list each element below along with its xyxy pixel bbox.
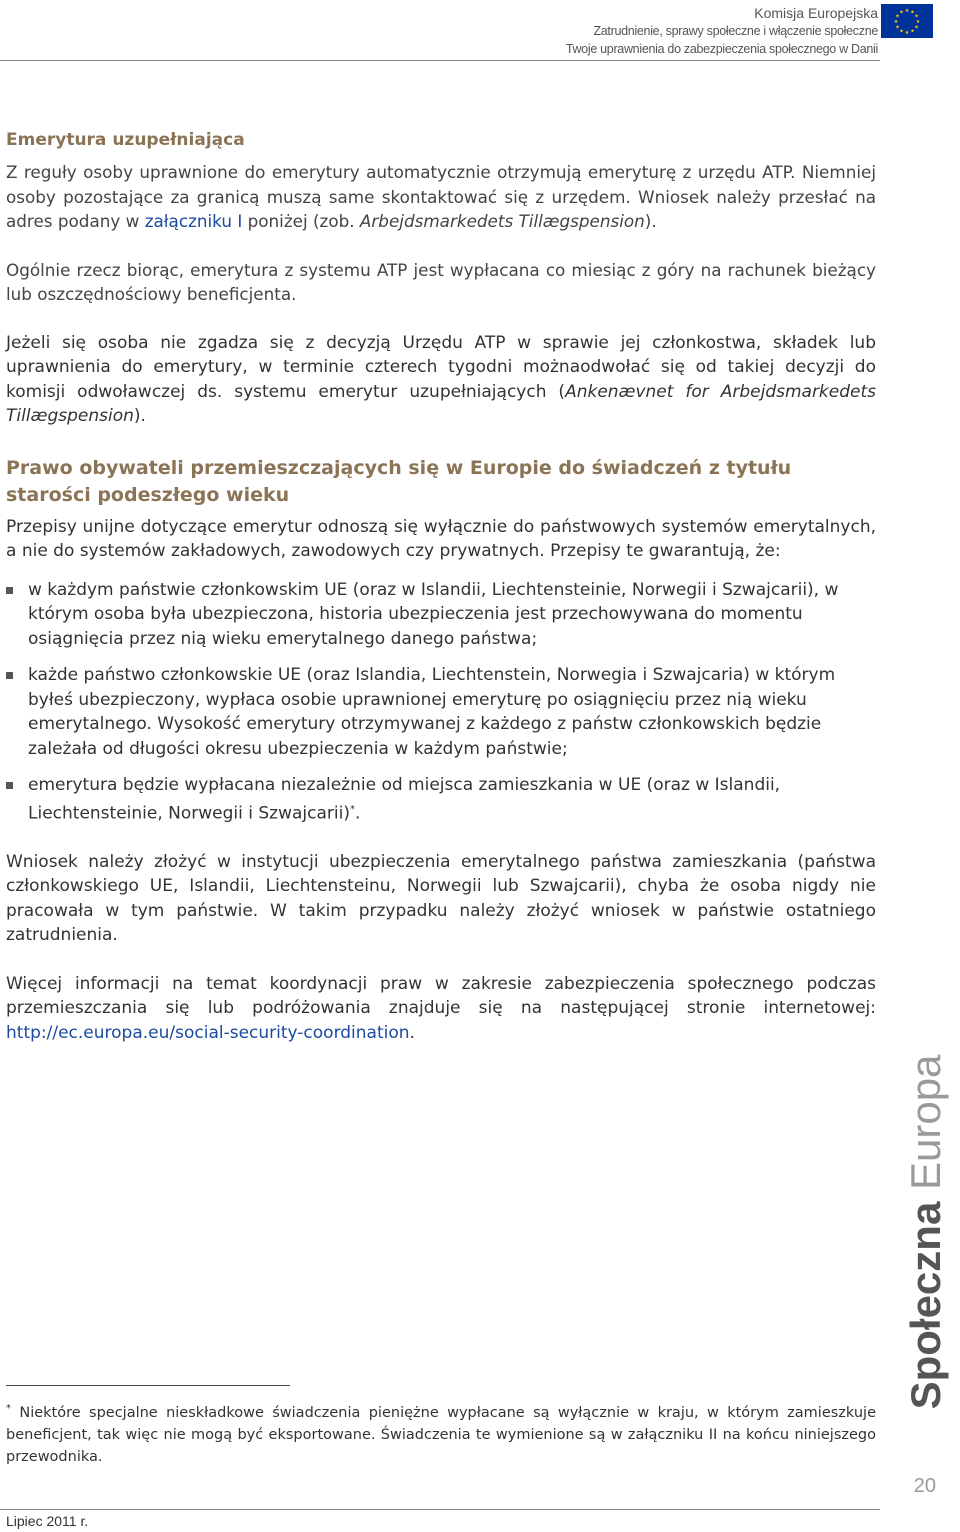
text-span: .	[409, 1022, 415, 1043]
svg-text:★: ★	[914, 13, 919, 20]
header-org: Komisja Europejska	[754, 5, 878, 21]
text-span: Więcej informacji na temat koordynacji praw w zakresie zabezpieczenia społecznego podczas przemieszczania się lub podróżowania znajduje się na następującej stronie internetowej:	[6, 973, 876, 1019]
svg-text:★: ★	[893, 19, 899, 25]
paragraph-atp-application	[6, 160, 876, 234]
annex-link[interactable]: załączniku I	[144, 211, 243, 231]
paragraph-eu-rules-intro: Przepisy unijne dotyczące emerytur odnoszą się wyłącznie do państwowych systemów emerytalnych, a nie do systemów zakładowych, zawodowych czy prywatnych. Przepisy te gwarantują, że:	[6, 516, 876, 561]
list-item-text: każde państwo członkowskie UE (oraz Islandia, Liechtenstein, Norwegia i Szwajcaria) w którym byłeś ubezpieczony, wypłaca osobie uprawnionej emeryturę po osiągnięciu przez nią wieku emerytalnego. Wysokość emerytury otrzymywanej z każdego z państw członkowskich będzie zależała od długości okresu ubezpieczenia w każdym państwie;	[28, 665, 836, 759]
paragraph-appeal	[6, 331, 876, 429]
list-item	[6, 773, 876, 826]
brand-word-1: Społeczna	[902, 1201, 949, 1410]
svg-text:★: ★	[915, 19, 921, 25]
footnote-text: Niektóre specjalne nieskładkowe świadczenia pieniężne wypłacane są wyłącznie w kraju, w którym zamieszkuje beneficjent, tak więc nie mogą być eksportowane. Świadczenia te wymienione są w załączniku II na końcu niniejszego przewodnika.	[6, 1404, 876, 1465]
page-header	[566, 4, 878, 58]
bullet-square-icon	[6, 672, 13, 679]
svg-text:★: ★	[910, 28, 915, 35]
paragraph-atp-payment: Ogólnie rzecz biorąc, emerytura z systemu ATP jest wypłacana co miesiąc z góry na rachunek bieżący lub oszczędnościowy beneficjenta.	[6, 259, 876, 304]
list-item	[6, 578, 876, 652]
text-span: ).	[644, 211, 657, 231]
paragraph-more-info	[6, 972, 876, 1046]
bullet-square-icon	[6, 782, 13, 789]
section-title-eu-mobility: Prawo obywateli przemieszczających się w Europie do świadczeń z tytułu starości podeszłego wieku	[6, 456, 792, 506]
guarantees-list	[6, 578, 876, 826]
page-number: 20	[913, 1475, 936, 1497]
bullet-square-icon	[6, 587, 13, 594]
header-dept: Zatrudnienie, sprawy społeczne i włączenie społeczne	[593, 24, 878, 38]
svg-text:★: ★	[904, 8, 910, 14]
list-item-text: emerytura będzie wypłacana niezależnie od miejsca zamieszkania w UE (oraz w Islandii, Liechtensteinie, Norwegii i Szwajcarii)	[28, 775, 781, 824]
header-divider	[0, 60, 880, 61]
svg-text:★: ★	[910, 9, 915, 16]
section-title-supplementary-pension: Emerytura uzupełniająca	[6, 130, 245, 150]
brand-word-2: Europa	[902, 1054, 949, 1191]
text-span: Jeżeli się osoba nie zgadza się z decyzją Urzędu ATP w sprawie jej członkostwa, składek lub uprawnienia do emerytury, w terminie czterech tygodni możnaodwołać się od takiej decyzji do komisji odwoławczej ds. systemu emerytur uzupełniających (	[6, 332, 876, 402]
coordination-url-link[interactable]: http://ec.europa.eu/social-security-coordination	[6, 1022, 410, 1043]
text-span: .	[354, 803, 361, 824]
eu-flag-logo	[881, 4, 933, 38]
footer-date: Lipiec 2011 r.	[6, 1513, 89, 1529]
footnote	[6, 1398, 876, 1468]
svg-text:★: ★	[904, 30, 910, 36]
text-span: ).	[133, 406, 146, 426]
main-content	[6, 128, 876, 1045]
svg-text:★: ★	[899, 9, 904, 16]
svg-text:★: ★	[914, 24, 919, 31]
header-guide: Twoje uprawnienia do zabezpieczenia społecznego w Danii	[565, 42, 878, 56]
footnote-divider	[6, 1385, 290, 1386]
list-item	[6, 663, 876, 761]
svg-text:★: ★	[899, 28, 904, 35]
eu-stars-icon	[881, 4, 933, 38]
list-item-text: w każdym państwie członkowskim UE (oraz w Islandii, Liechtensteinie, Norwegii i Szwajcarii), w którym osoba była ubezpieczona, historia ubezpieczenia jest przechowywana do momentu osiągnięcia przez nią wieku emerytalnego danego państwa;	[28, 579, 839, 649]
paragraph-where-to-apply: Wniosek należy złożyć w instytucji ubezpieczenia emerytalnego państwa zamieszkania (państwa członkowskiego UE, Islandii, Liechtensteinu, Norwegii lub Szwajcarii), chyba że osoba nigdy nie pracowała w tym państwie. W takim przypadku należy złożyć wniosek w państwie ostatniego zatrudnienia.	[6, 851, 876, 946]
italic-term: Arbejdsmarkedets Tillægspension	[359, 211, 645, 231]
footnote-ref[interactable]: *	[349, 803, 355, 815]
italic-term: Ankenævnet for Arbejdsmarkedets Tillægspension	[6, 381, 877, 426]
footer-divider	[0, 1509, 880, 1510]
side-brand	[896, 1054, 956, 1410]
text-span: Z reguły osoby uprawnione do emerytury automatycznie otrzymują emeryturę z urzędu ATP. Niemniej osoby pozostające za granicą muszą same skontaktować się z urzędem. Wniosek należy przesłać na adres podany w	[6, 162, 876, 231]
svg-text:★: ★	[895, 13, 900, 20]
svg-text:★: ★	[895, 24, 900, 31]
side-brand-logo	[902, 1055, 950, 1410]
footnote-mark: *	[6, 1403, 11, 1414]
text-span: poniżej (zob.	[242, 211, 360, 231]
